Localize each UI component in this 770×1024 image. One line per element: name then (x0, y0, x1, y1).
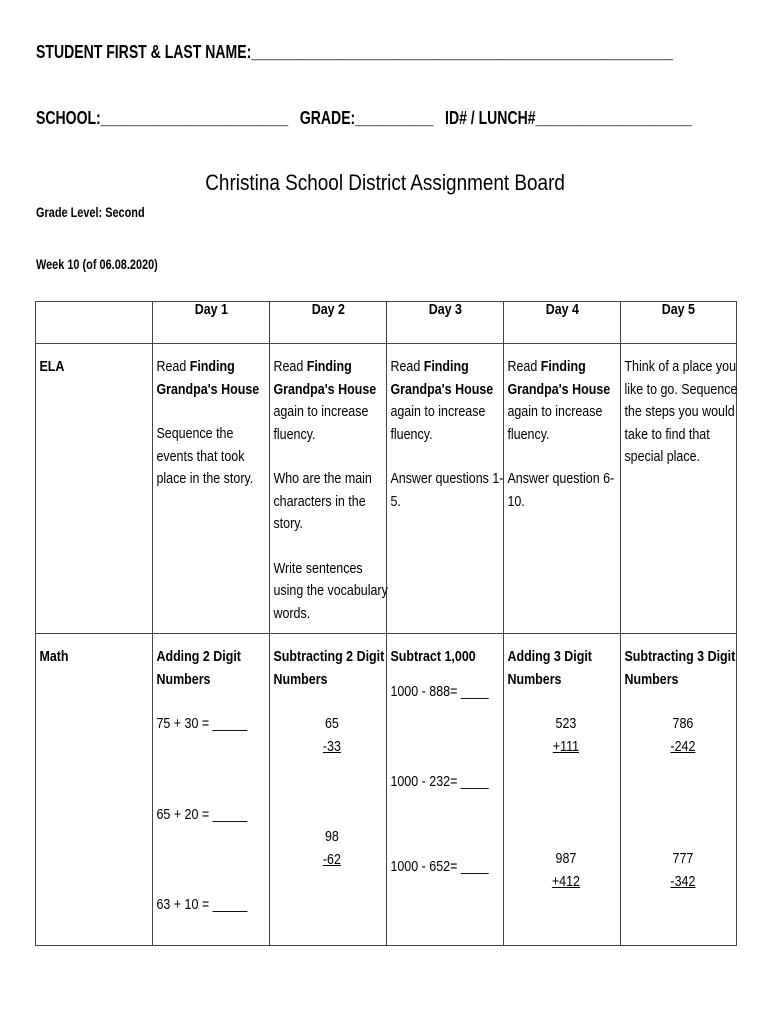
ela-day3-read: Read Finding Grandpa's House again to increase fluency. (390, 359, 494, 443)
math-day5-p2-bottom: -342 (670, 873, 696, 890)
math-day5-p1-top: 786 (672, 716, 694, 732)
student-name-line (36, 42, 770, 63)
math-day1-problem-3: 63 + 10 = _____ (156, 897, 248, 913)
ela-row (36, 344, 737, 634)
header-day-4: Day 4 (504, 302, 621, 344)
math-day1-problem-2: 65 + 20 = _____ (156, 806, 248, 823)
week-label: Week 10 (of 06.08.2020) (36, 256, 158, 272)
student-name-blank[interactable]: ______________________________________________________ (251, 42, 673, 62)
ela-day1-read: Read Finding Grandpa's House (156, 359, 260, 398)
math-day2-p2-top: 98 (324, 829, 339, 845)
ela-day2-q1: Who are the main characters in the story. (273, 471, 372, 532)
ela-day3-task: Answer questions 1-5. (390, 471, 504, 510)
ela-day-2 (270, 344, 387, 634)
math-day1-problem-1: 75 + 30 = _____ (156, 716, 248, 732)
math-day4-p1-bottom: +111 (552, 738, 580, 755)
math-day1-title: Adding 2 Digit Numbers (156, 649, 241, 688)
math-day3-problem-1: 1000 - 888= ____ (390, 683, 489, 700)
assignment-table (35, 301, 737, 946)
math-label-cell (36, 634, 153, 946)
math-day2-p1-bottom: -33 (322, 738, 341, 755)
header-empty-cell (36, 302, 153, 344)
math-day5-p2-top: 777 (672, 851, 694, 867)
math-day5-p1-bottom: -242 (670, 738, 696, 755)
student-name-label: STUDENT FIRST & LAST NAME: (36, 42, 252, 62)
math-day4-p1-top: 523 (555, 716, 577, 732)
math-day3-problem-2: 1000 - 232= ____ (390, 774, 489, 790)
header-day-1: Day 1 (153, 302, 270, 344)
math-day2-p2-bottom: -62 (322, 851, 341, 868)
math-day3-problem-3: 1000 - 652= ____ (390, 858, 489, 875)
ela-day2-q2: Write sentences using the vocabulary words. (273, 560, 388, 622)
header-day-3: Day 3 (387, 302, 504, 344)
math-day4-title: Adding 3 Digit Numbers (507, 649, 592, 688)
ela-day1-task: Sequence the events that took place in the story. (156, 426, 254, 487)
grade-level: Grade Level: Second (36, 204, 145, 220)
header-row (36, 302, 737, 344)
math-day-4 (504, 634, 621, 946)
ela-day2-read: Read Finding Grandpa's House again to increase fluency. (273, 359, 377, 443)
math-row (36, 634, 737, 946)
math-day4-p2-top: 987 (555, 851, 577, 867)
ela-day-5 (621, 344, 737, 634)
math-day-3 (387, 634, 504, 946)
math-day2-p1-top: 65 (324, 716, 339, 732)
document-title: Christina School District Assignment Board (205, 170, 565, 195)
ela-day-3 (387, 344, 504, 634)
math-day-5 (621, 634, 737, 946)
school-blank[interactable]: ________________________ (100, 108, 289, 128)
school-grade-id-line (36, 108, 770, 129)
ela-day-4 (504, 344, 621, 634)
ela-day-1 (153, 344, 270, 634)
ela-label-cell (36, 344, 153, 634)
school-label: SCHOOL: (36, 108, 101, 128)
id-blank[interactable]: ____________________ (535, 108, 692, 128)
ela-day4-read: Read Finding Grandpa's House again to increase fluency. (507, 359, 611, 443)
math-day4-p2-bottom: +412 (551, 873, 580, 890)
math-day-2 (270, 634, 387, 946)
header-day-2: Day 2 (270, 302, 387, 344)
math-day-1 (153, 634, 270, 946)
math-label: Math (39, 649, 69, 665)
math-day2-title: Subtracting 2 Digit Numbers (273, 649, 385, 688)
id-label: ID# / LUNCH# (445, 108, 536, 128)
header-day-5: Day 5 (621, 302, 737, 344)
grade-blank[interactable]: __________ (355, 108, 434, 128)
grade-label: GRADE: (299, 108, 356, 128)
ela-day4-task: Answer question 6-10. (507, 471, 615, 510)
math-day5-title: Subtracting 3 Digit Numbers (624, 649, 736, 688)
math-day3-title: Subtract 1,000 (390, 649, 476, 665)
ela-day5-task: Think of a place you like to go. Sequence the steps you would take to find that special place. (624, 359, 738, 465)
ela-label: ELA (39, 359, 65, 375)
